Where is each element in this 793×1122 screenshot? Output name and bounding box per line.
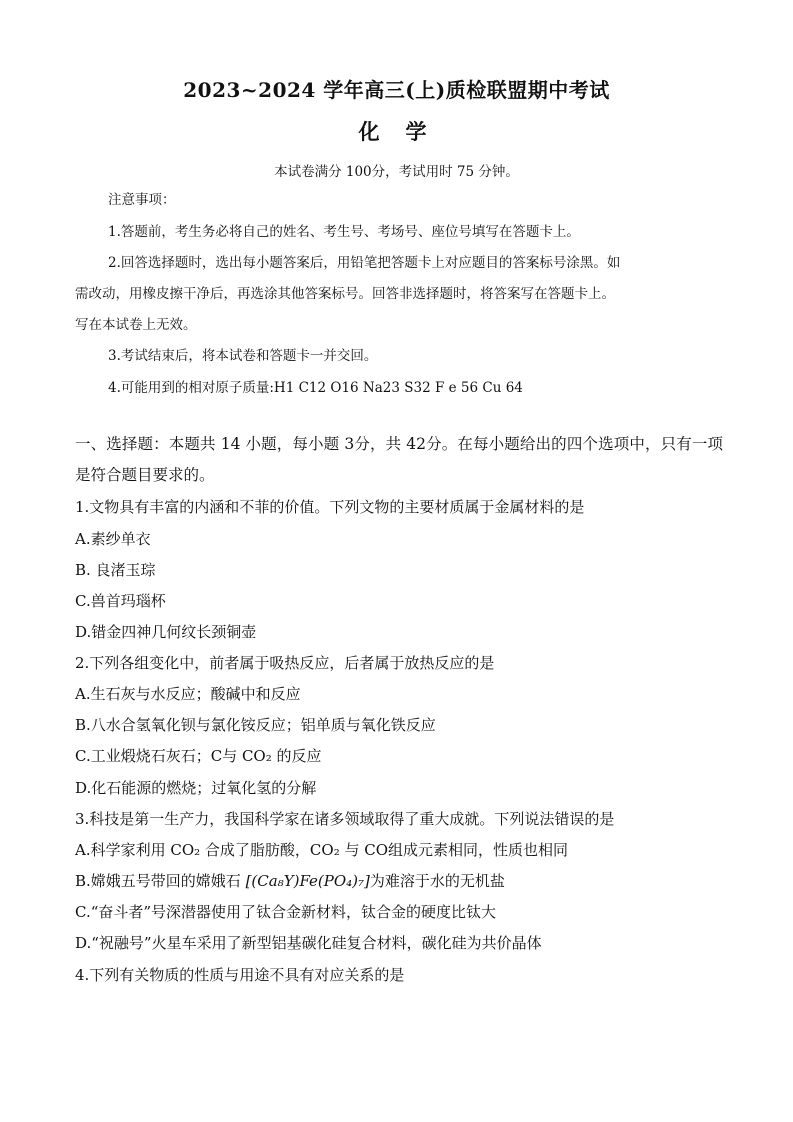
question-2-stem: 2.下列各组变化中，前者属于吸热反应，后者属于放热反应的是 [75,654,495,672]
question-3-option-b [75,870,505,892]
question-1-option-c: C.兽首玛瑙杯 [75,592,166,610]
exam-title: 2023~2024 学年高三(上)质检联盟期中考试 [183,78,610,102]
question-3-option-b-post: 为难溶于水的无机盐 [369,872,505,890]
question-2-option-a: A.生石灰与水反应；酸碱中和反应 [75,685,301,703]
section-heading: 一、选择题：本题共 14 小题，每小题 3分，共 42分。在每小题给出的四个选项中，只有一项是符合题目要求的。 [75,435,723,484]
notice-item-2-line-1: 2.回答选择题时，选出每小题答案后，用铅笔把答题卡上对应题目的答案标号涂黑。如 [108,255,621,271]
question-3-stem: 3.科技是第一生产力，我国科学家在诸多领域取得了重大成就。下列说法错误的是 [75,810,615,828]
question-1-option-a: A.素纱单衣 [75,530,151,548]
question-3-option-a: A.科学家利用 CO₂ 合成了脂肪酸，CO₂ 与 CO组成元素相同，性质也相同 [75,841,569,859]
question-2-option-b: B.八水合氢氧化钡与氯化铵反应；铝单质与氧化铁反应 [75,716,436,734]
question-3-option-d: D.“祝融号”火星车采用了新型铝基碳化硅复合材料，碳化硅为共价晶体 [75,934,542,952]
question-3-option-c: C.“奋斗者”号深潜器使用了钛合金新材料，钛合金的硬度比钛大 [75,903,497,921]
question-1-stem: 1.文物具有丰富的内涵和不菲的价值。下列文物的主要材质属于金属材料的是 [75,498,585,516]
question-1-option-d: D.错金四神几何纹长颈铜壶 [75,623,257,641]
notice-item-4: 4.可能用到的相对原子质量:H1 C12 O16 Na23 S32 F e 56 Cu 64 [108,380,523,396]
notice-item-1: 1.答题前，考生务必将自己的姓名、考生号、考场号、座位号填写在答题卡上。 [108,224,580,240]
notice-item-3: 3.考试结束后，将本试卷和答题卡一并交回。 [108,348,378,364]
question-3-option-b-pre: B.嫦娥五号带回的嫦娥石 [75,872,246,890]
question-3-option-b-formula: [(Ca₈Y)Fe(PO₄)₇] [245,872,370,890]
subject-title: 化学 [358,119,453,144]
notice-heading: 注意事项： [108,192,176,208]
question-2-option-d: D.化石能源的燃烧；过氧化氢的分解 [75,779,317,797]
notice-item-2-line-2: 需改动，用橡皮擦干净后，再选涂其他答案标号。回答非选择题时，将答案写在答题卡上。 [75,286,615,302]
exam-info: 本试卷满分 100分，考试用时 75 分钟。 [274,164,519,180]
notice-item-2-line-3: 写在本试卷上无效。 [75,317,197,333]
question-2-option-c: C.工业煅烧石灰石；C与 CO₂ 的反应 [75,747,322,765]
question-1-option-b: B. 良渚玉琮 [75,561,156,579]
question-4-stem: 4.下列有关物质的性质与用途不具有对应关系的是 [75,966,405,984]
